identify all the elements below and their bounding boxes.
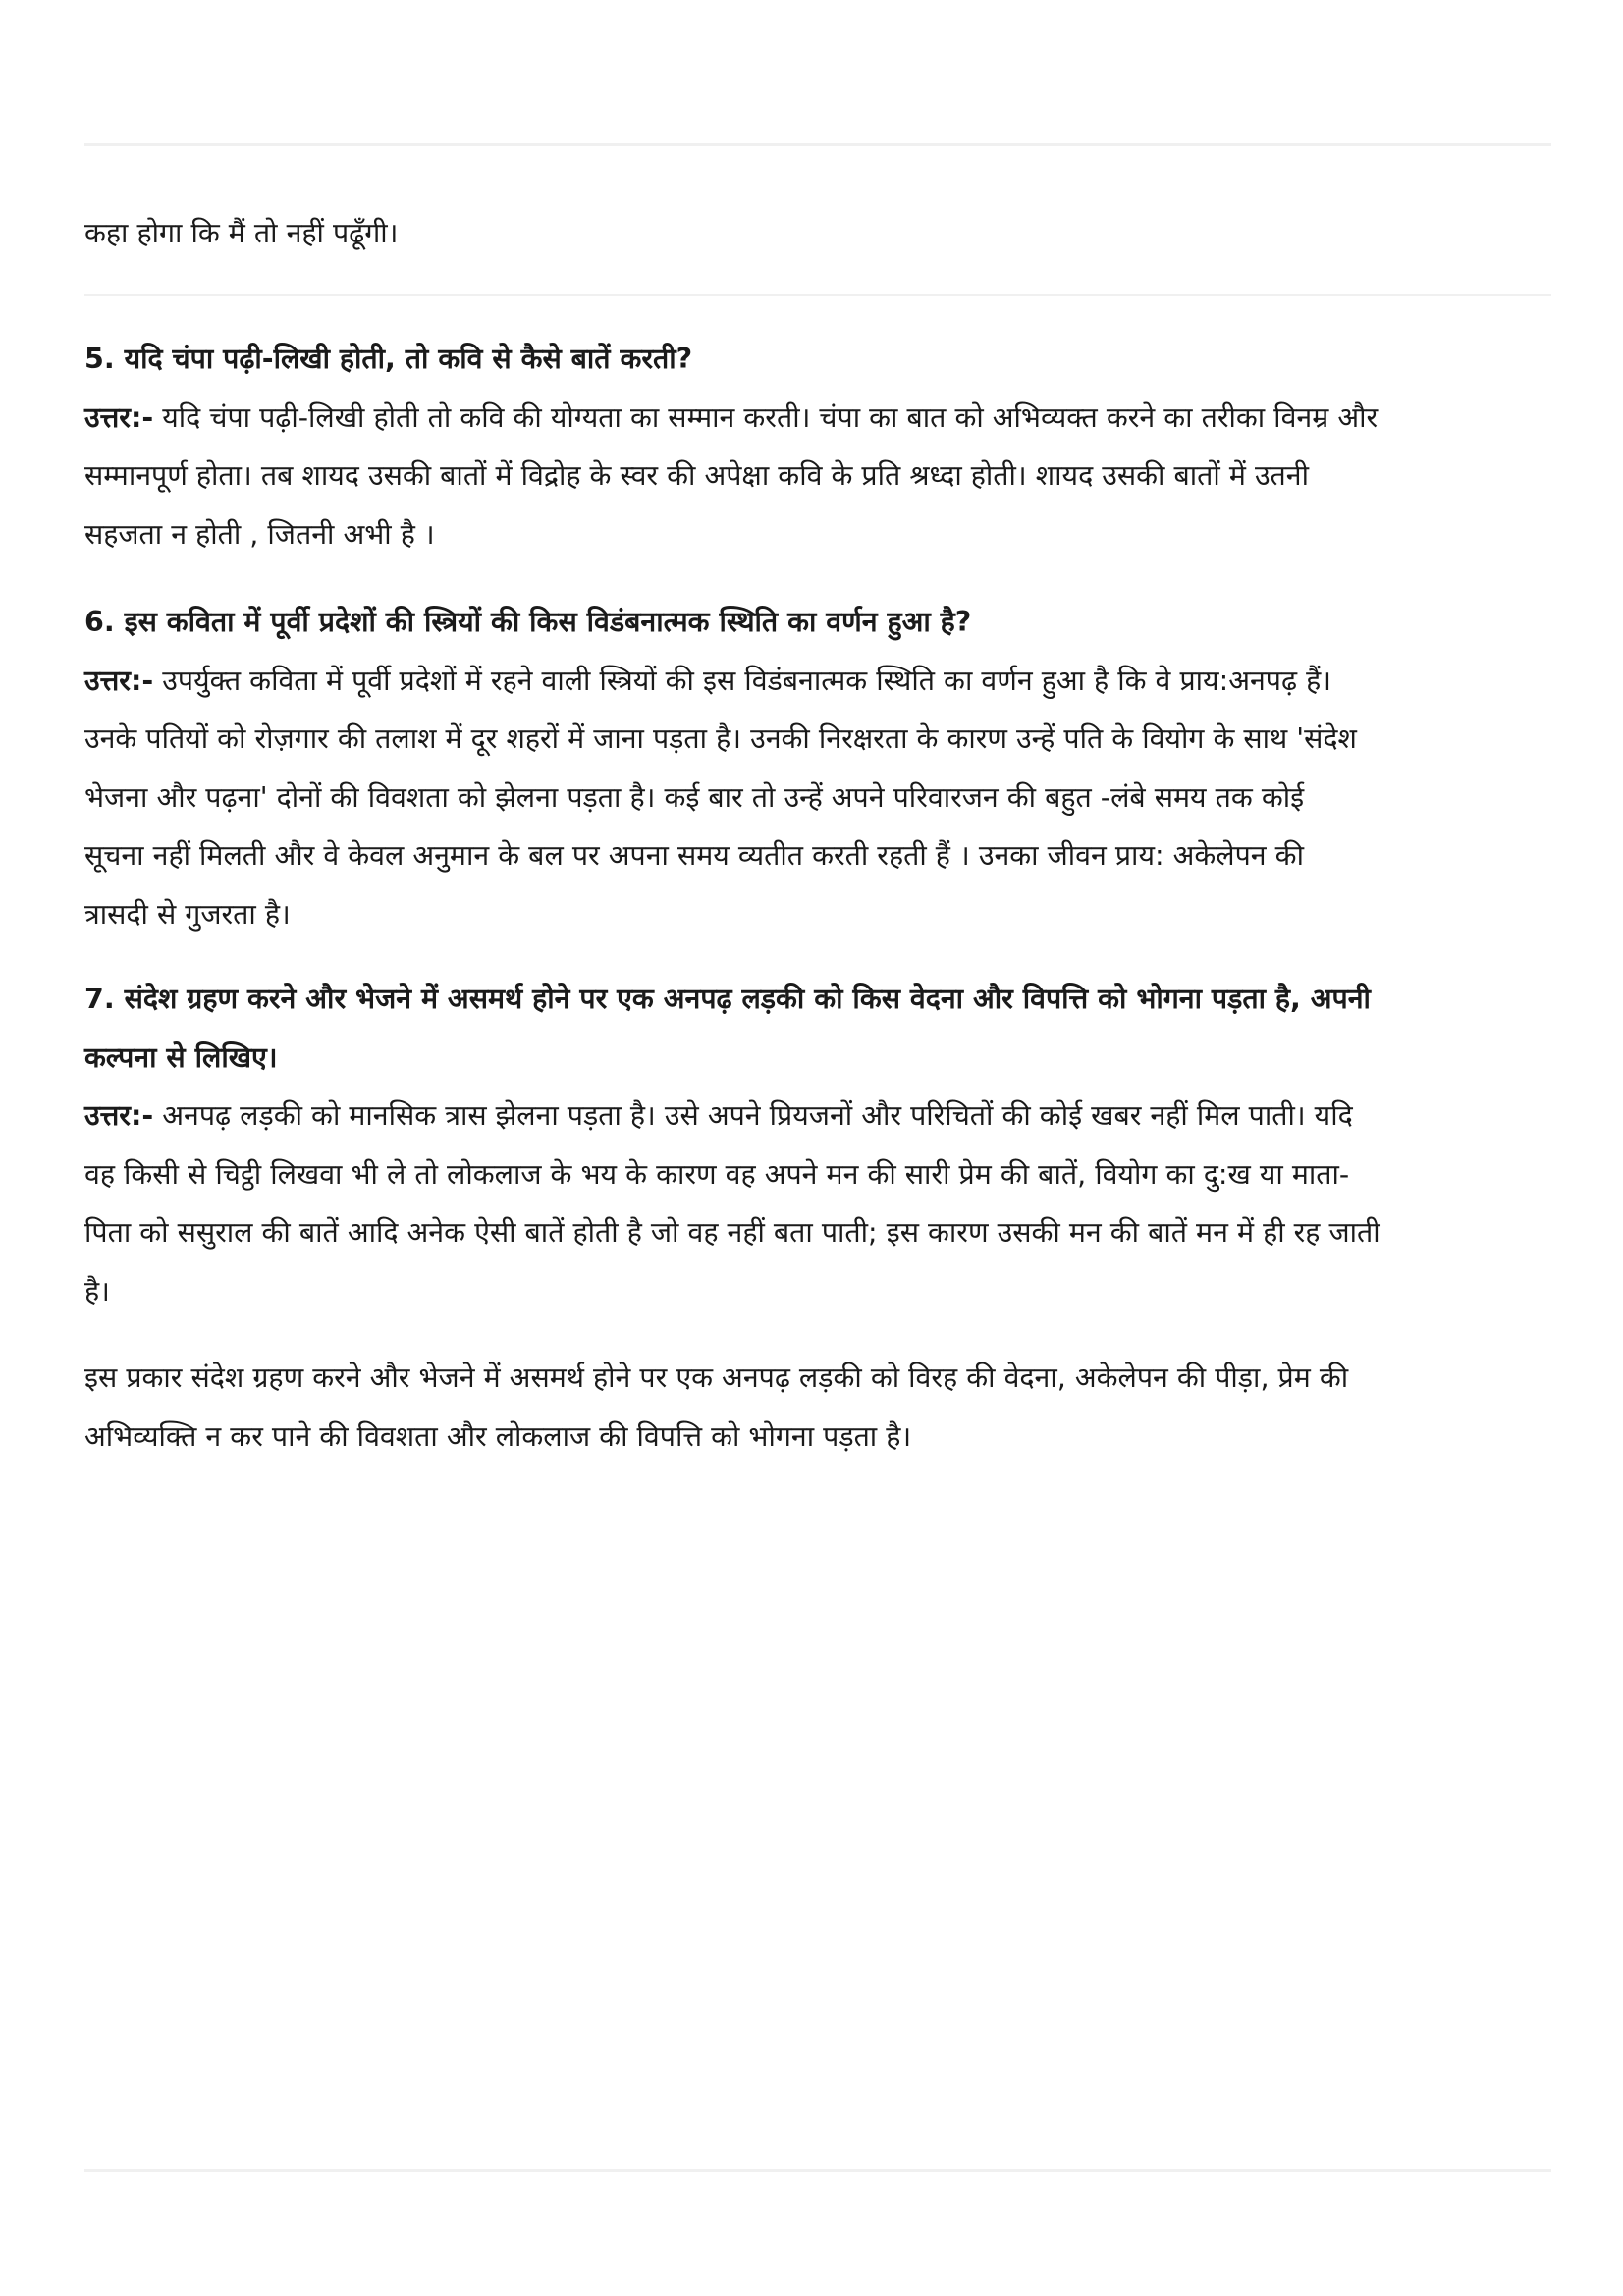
answer-6-line-5: त्रासदी से गुजरता है। [84,897,291,931]
conclusion-line-2: अभिव्यक्ति न कर पाने की विवशता और लोकलाज की विपत्ति को भोगना पड़ता है। [84,1419,912,1453]
conclusion-paragraph [84,1349,1551,1466]
answer-text: उपर्युक्त कविता में पूर्वी प्रदेशों में रहने वाली स्त्रियों की इस विडंबनात्मक स्थिति का वर्णन हुआ है कि वे प्राय:अनपढ़ हैं। [162,664,1332,697]
answer-label: उत्तर:- [84,400,154,434]
answer-text: अनपढ़ लड़की को मानसिक त्रास झेलना पड़ता है। उसे अपने प्रियजनों और परिचितों की कोई खबर नहीं मिल पाती। यदि [162,1099,1353,1132]
conclusion-line-1: इस प्रकार संदेश ग्रहण करने और भेजने में असमर्थ होने पर एक अनपढ़ लड़की को विरह की वेदना, अकेलेपन की पीड़ा, प्रेम की [84,1362,1349,1394]
answer-7-line-2: वह किसी से चिट्ठी लिखवा भी ले तो लोकलाज के भय के कारण वह अपने मन की सारी प्रेम की बातें, वियोग का दु:ख या माता- [84,1157,1350,1191]
answer-5-line-1 [84,389,1551,448]
answer-label: उत्तर:- [84,664,154,697]
answer-7-line-3: पिता को ससुराल की बातें आदि अनेक ऐसी बातें होती है जो वह नहीं बता पाती; इस कारण उसकी मन की बातें मन में ही रह जाती [84,1216,1380,1249]
answer-label: उत्तर:- [84,1099,154,1132]
top-divider [84,143,1551,146]
continued-paragraph [84,204,1551,263]
answer-6-line-4: सूचना नहीं मिलती और वे केवल अनुमान के बल पर अपना समय व्यतीत करती रहती हैं । उनका जीवन प्राय: अकेलेपन की [84,839,1304,872]
question-7-heading-line-1: 7. संदेश ग्रहण करने और भेजने में असमर्थ होने पर एक अनपढ़ लड़की को किस वेदना और विपत्ति को भोगना पड़ता है, अपनी [84,983,1371,1015]
answer-7-line-1 [84,1087,1551,1146]
answer-6-line-3: भेजना और पढ़ना' दोनों की विवशता को झेलना पड़ता है। कई बार तो उन्हें अपने परिवारजन की बहुत -लंबे समय तक कोई [84,780,1305,814]
answer-5-line-2: सम्मानपूर्ण होता। तब शायद उसकी बातों में विद्रोह के स्वर की अपेक्षा कवि के प्रति श्रध्दा होती। शायद उसकी बातों में उतनी [84,459,1310,492]
question-6-block [84,593,1551,943]
question-5-block [84,330,1551,563]
answer-7-line-4: है। [84,1274,110,1308]
question-6-heading: 6. इस कविता में पूर्वी प्रदेशों की स्त्रियों की किस विडंबनात्मक स्थिति का वर्णन हुआ है? [84,606,972,638]
question-7-block [84,970,1551,1320]
answer-6-line-1 [84,652,1551,711]
answer-5-line-3: सहजता न होती , जितनी अभी है । [84,517,435,551]
bottom-divider [84,2169,1551,2172]
answer-6-line-2: उनके पतियों को रोज़गार की तलाश में दूर शहरों में जाना पड़ता है। उनकी निरक्षरता के कारण उन्हें पति के वियोग के साथ 'संदेश [84,722,1357,755]
question-7-heading-line-2: कल्पना से लिखिए। [84,1041,278,1074]
question-5-heading: 5. यदि चंपा पढ़ी-लिखी होती, तो कवि से कैसे बातें करती? [84,343,693,375]
continued-text: कहा होगा कि मैं तो नहीं पढूँगी। [84,217,399,249]
answer-text: यदि चंपा पढ़ी-लिखी होती तो कवि की योग्यता का सम्मान करती। चंपा का बात को अभिव्यक्त करने का तरीका विनम्र और [162,400,1379,434]
section-divider [84,294,1551,296]
